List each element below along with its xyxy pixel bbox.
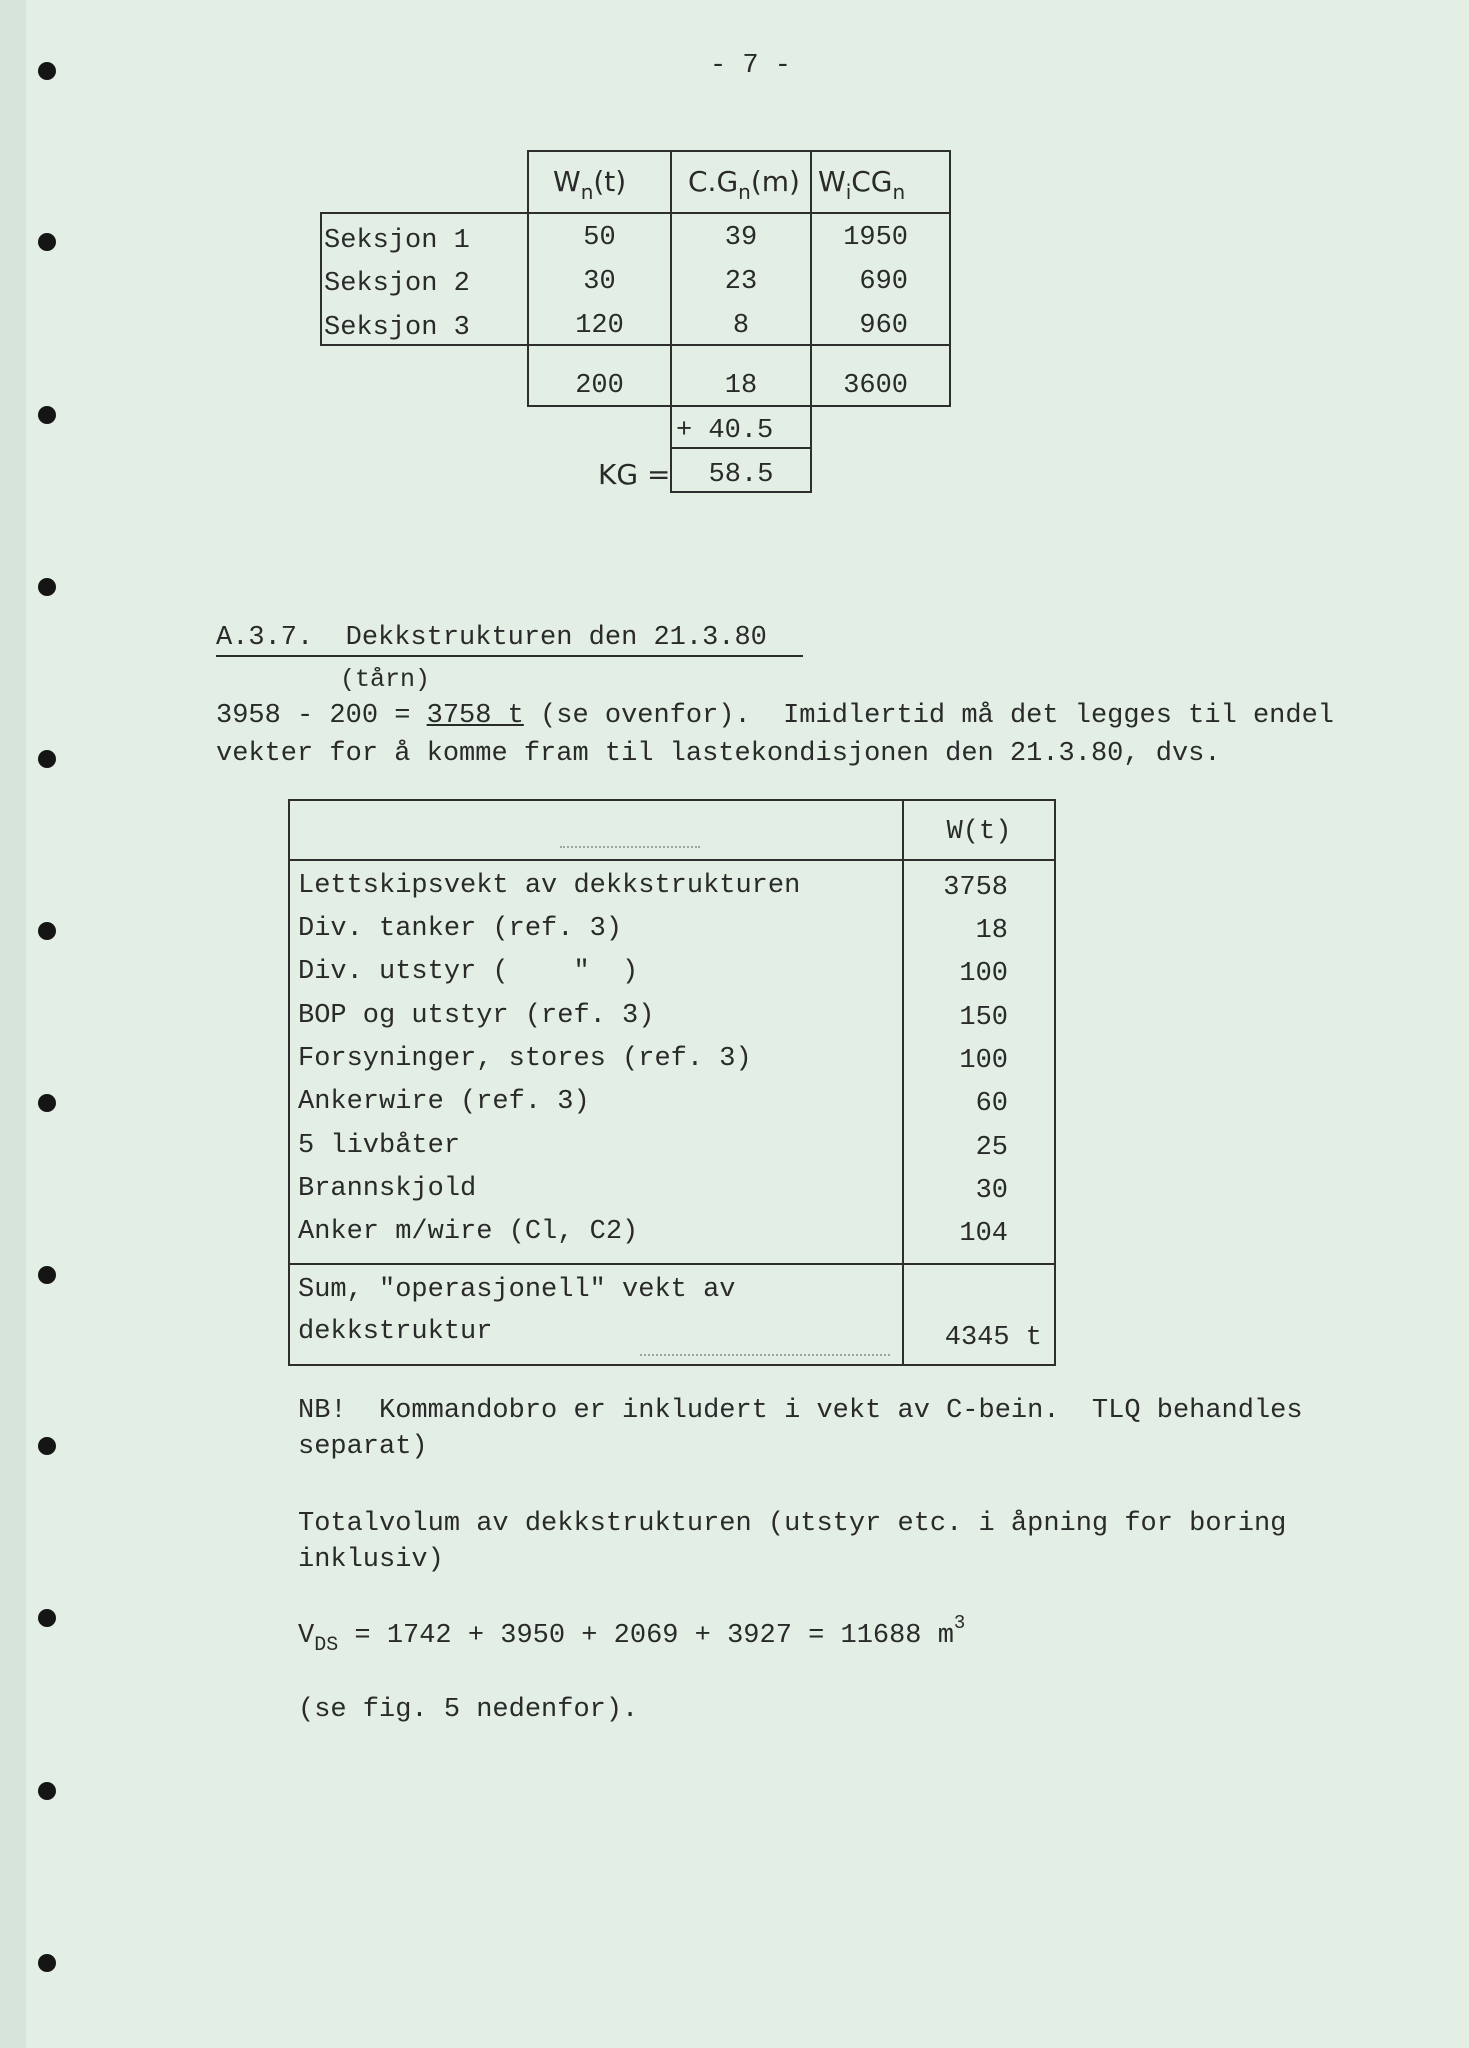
header-wn: $W_n(t)$: [553, 165, 627, 204]
kg-value: 58.5: [708, 460, 774, 490]
sum-label: Sum, "operasjonell" vekt av: [298, 1275, 736, 1305]
table-border: [320, 212, 322, 346]
item-label: Ankerwire (ref. 3): [298, 1087, 590, 1117]
row-cgn: 23: [724, 267, 758, 297]
table-border: [320, 344, 951, 346]
binder-hole: [38, 233, 56, 251]
item-value: 3758: [943, 873, 1008, 903]
row-wicgn: 690: [859, 267, 908, 297]
item-label: Brannskjold: [298, 1174, 477, 1204]
header-cgn: $C.G_n(m)$: [688, 165, 800, 204]
binder-hole: [38, 922, 56, 940]
item-label: Div. tanker (ref. 3): [298, 914, 623, 944]
table-border: [288, 1263, 1056, 1265]
table-border: [288, 799, 290, 1366]
binder-hole: [38, 1609, 56, 1627]
binder-hole: [38, 750, 56, 768]
table-border: [527, 405, 951, 407]
table-border: [1054, 799, 1056, 1366]
item-value: 25: [975, 1133, 1008, 1163]
item-label: BOP og utstyr (ref. 3): [298, 1001, 655, 1031]
row-label: Seksjon 3: [324, 313, 470, 343]
row-label: Seksjon 1: [324, 226, 470, 256]
item-value: 100: [959, 959, 1008, 989]
binder-hole: [38, 1954, 56, 1972]
total-cgn: 18: [724, 371, 758, 401]
header-wicgn: $W_iCG_n$: [818, 165, 906, 204]
section-heading: A.3.7. Dekkstrukturen den 21.3.80: [216, 623, 767, 653]
sum-label: dekkstruktur: [298, 1317, 493, 1347]
row-wn: 50: [583, 223, 616, 253]
volume-formula: $V_{DS} = 1742 + 3950 + 2069 + 3927 = 11688$ $m^3$: [298, 1612, 966, 1657]
row-label: Seksjon 2: [324, 269, 470, 299]
page-edge: [0, 0, 26, 2048]
volume-text: Totalvolum av dekkstrukturen (utstyr etc. i åpning for boring: [298, 1509, 1287, 1539]
table-border: [288, 799, 1056, 801]
heading-underline: [216, 655, 803, 657]
item-label: Lettskipsvekt av dekkstrukturen: [298, 871, 801, 901]
row-cgn: 39: [724, 223, 758, 253]
kg-label: KG =: [598, 458, 671, 491]
table-border: [288, 859, 1056, 861]
total-wicgn: 3600: [843, 371, 908, 401]
dotted-line: [640, 1354, 890, 1356]
item-label: 5 livbåter: [298, 1131, 461, 1161]
binder-hole: [38, 1266, 56, 1284]
row-wicgn: 1950: [843, 223, 908, 253]
row-wicgn: 960: [859, 311, 908, 341]
row-wn: 30: [583, 267, 616, 297]
table-border: [949, 150, 951, 407]
table-border: [288, 1364, 1056, 1366]
item-label: Div. utstyr ( " ): [298, 957, 639, 987]
table-border: [320, 212, 951, 214]
page-number: - 7 -: [710, 51, 792, 81]
item-value: 100: [959, 1046, 1008, 1076]
item-value: 30: [975, 1176, 1008, 1206]
item-value: 150: [959, 1003, 1008, 1033]
sum-value: 4345 t: [944, 1323, 1042, 1353]
item-label: Forsyninger, stores (ref. 3): [298, 1044, 752, 1074]
binder-hole: [38, 62, 56, 80]
item-label: Anker m/wire (Cl, C2): [298, 1217, 639, 1247]
cg-addition: + 40.5: [676, 416, 774, 446]
text-line: 3958 - 200 = 3758 t (se ovenfor). Imidlertid må det legges til endel: [216, 701, 1334, 731]
heading-annotation: (tårn): [340, 665, 431, 694]
binder-hole: [38, 1782, 56, 1800]
item-value: 104: [959, 1219, 1008, 1249]
item-value: 18: [975, 916, 1008, 946]
row-cgn: 8: [732, 311, 750, 341]
binder-hole: [38, 1437, 56, 1455]
table-border: [527, 150, 951, 152]
figure-reference: (se fig. 5 nedenfor).: [298, 1695, 639, 1725]
item-value: 60: [975, 1089, 1008, 1119]
binder-hole: [38, 406, 56, 424]
nb-note: separat): [298, 1432, 428, 1462]
nb-note: NB! Kommandobro er inkludert i vekt av C-bein. TLQ behandles: [298, 1396, 1303, 1426]
text-line: vekter for å komme fram til lastekondisjonen den 21.3.80, dvs.: [216, 739, 1221, 769]
binder-hole: [38, 1094, 56, 1112]
table-border: [670, 491, 812, 493]
table-border: [670, 447, 812, 449]
weight-column-header: W(t): [946, 817, 1012, 847]
binder-hole: [38, 578, 56, 596]
row-wn: 120: [575, 311, 624, 341]
dotted-line: [560, 846, 700, 848]
volume-text: inklusiv): [298, 1545, 444, 1575]
total-wn: 200: [575, 371, 624, 401]
